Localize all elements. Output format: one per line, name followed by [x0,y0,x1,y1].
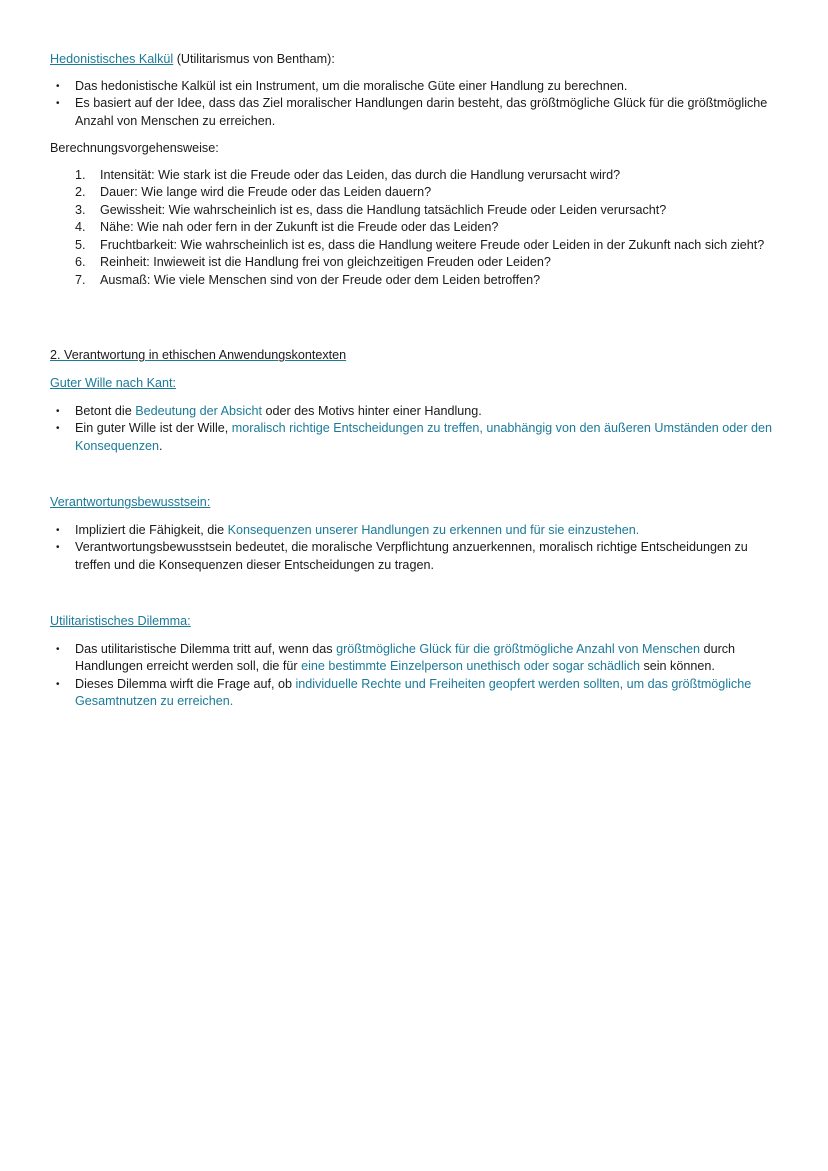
text-run: Das utilitaristische Dilemma tritt auf, wenn das [75,641,337,656]
method-steps [50,167,780,290]
text-run: Impliziert die Fähigkeit, die [75,522,228,537]
dilemma-heading-link[interactable]: Utilitaristisches Dilemma: [50,614,191,628]
list-item: • Verantwortungsbewusstsein bedeutet, die moralische Verpflichtung anzuerkennen, moralisch richtige Entscheidungen zu treffen und die Konsequenzen dieser Entscheidungen zu tragen. [50,539,780,574]
text-run: sein können. [639,659,715,673]
section2-heading [50,347,780,365]
kant-section [50,375,780,455]
step-text: Fruchtbarkeit: Wie wahrscheinlich ist es, dass die Handlung weitere Freude oder Leiden in der Zukunft nach sich zieht? [100,237,765,252]
kant-heading-link[interactable]: Guter Wille nach Kant: [50,376,176,390]
responsibility-section [50,494,780,574]
list-item [50,219,780,237]
list-item: • Es basiert auf der Idee, dass das Ziel moralischer Handlungen darin besteht, das größtmögliche Glück für die größtmögliche Anzahl von Menschen zu erreichen. [50,95,780,130]
dilemma-bullets [50,641,780,711]
step-number: 7. [75,272,86,287]
step-number: 2. [75,185,86,199]
list-item [50,254,780,272]
hedonistic-bullets [50,78,780,131]
text-run: . [159,438,163,453]
list-item [50,202,780,220]
step-text: Ausmaß: Wie viele Menschen sind von der Freude oder dem Leiden betroffen? [100,272,541,287]
list-item [50,522,780,540]
step-text: Intensität: Wie stark ist die Freude oder das Leiden, das durch die Handlung verursacht wird? [100,167,621,182]
list-item [50,676,780,711]
list-item: • Das hedonistische Kalkül ist ein Instrument, um die moralische Güte einer Handlung zu berechnen. [50,78,780,96]
step-text: Reinheit: Inwieweit ist die Handlung frei von gleichzeitigen Freuden oder Leiden? [100,255,551,269]
step-text: Gewissheit: Wie wahrscheinlich ist es, dass die Handlung tatsächlich Freude oder Leiden verursacht? [100,202,667,217]
dilemma-heading [50,613,780,631]
list-item [50,167,780,185]
text-run: Betont die [75,403,136,418]
method-label: Berechnungsvorgehensweise: [50,141,219,155]
responsibility-bullets [50,522,780,575]
highlight-text: Konsequenzen unserer Handlungen zu erkennen und für sie einzustehen. [227,522,640,537]
highlight-text: moralisch richtige Entscheidungen zu treffen, unabhängig von den äußeren Umständen oder den Konsequenzen [75,421,773,453]
step-number: 4. [75,220,86,234]
hedonistic-heading [50,51,780,69]
list-item [50,272,780,290]
kant-bullets [50,403,780,456]
section2 [50,347,780,365]
step-number: 1. [75,167,86,182]
list-item [50,420,780,455]
hedonistic-section [50,51,780,289]
step-number: 5. [75,237,86,252]
text-run: Dieses Dilemma wirft die Frage auf, ob [75,676,296,691]
highlight-text: eine bestimmte Einzelperson unethisch oder sogar schädlich [301,659,640,673]
list-item [50,237,780,255]
highlight-text: Bedeutung der Absicht [135,403,262,418]
list-item [50,184,780,202]
highlight-text: größtmögliche Glück für die größtmögliche Anzahl von Menschen [336,641,701,656]
dilemma-section [50,613,780,711]
highlight-text: individuelle Rechte und Freiheiten geopfert werden sollten, um das größtmögliche Gesamtnutzen zu erreichen. [75,676,752,708]
step-number: 3. [75,202,86,217]
list-item [50,403,780,421]
kant-heading [50,375,780,393]
section2-heading-text: 2. Verantwortung in ethischen Anwendungskontexten [50,348,347,362]
step-number: 6. [75,255,86,269]
text-run: oder des Motivs hinter einer Handlung. [261,403,482,418]
hedonistic-heading-rest: (Utilitarismus von Bentham): [173,52,335,66]
responsibility-heading-link[interactable]: Verantwortungsbewusstsein: [50,495,211,509]
list-item [50,641,780,676]
responsibility-heading [50,494,780,512]
hedonistic-heading-link[interactable]: Hedonistisches Kalkül [50,52,174,66]
text-run: Ein guter Wille ist der Wille, [75,421,232,435]
step-text: Dauer: Wie lange wird die Freude oder das Leiden dauern? [100,185,432,199]
text-run: durch Handlungen erreicht werden soll, die für [75,641,736,673]
step-text: Nähe: Wie nah oder fern in der Zukunft ist die Freude oder das Leiden? [100,220,499,234]
